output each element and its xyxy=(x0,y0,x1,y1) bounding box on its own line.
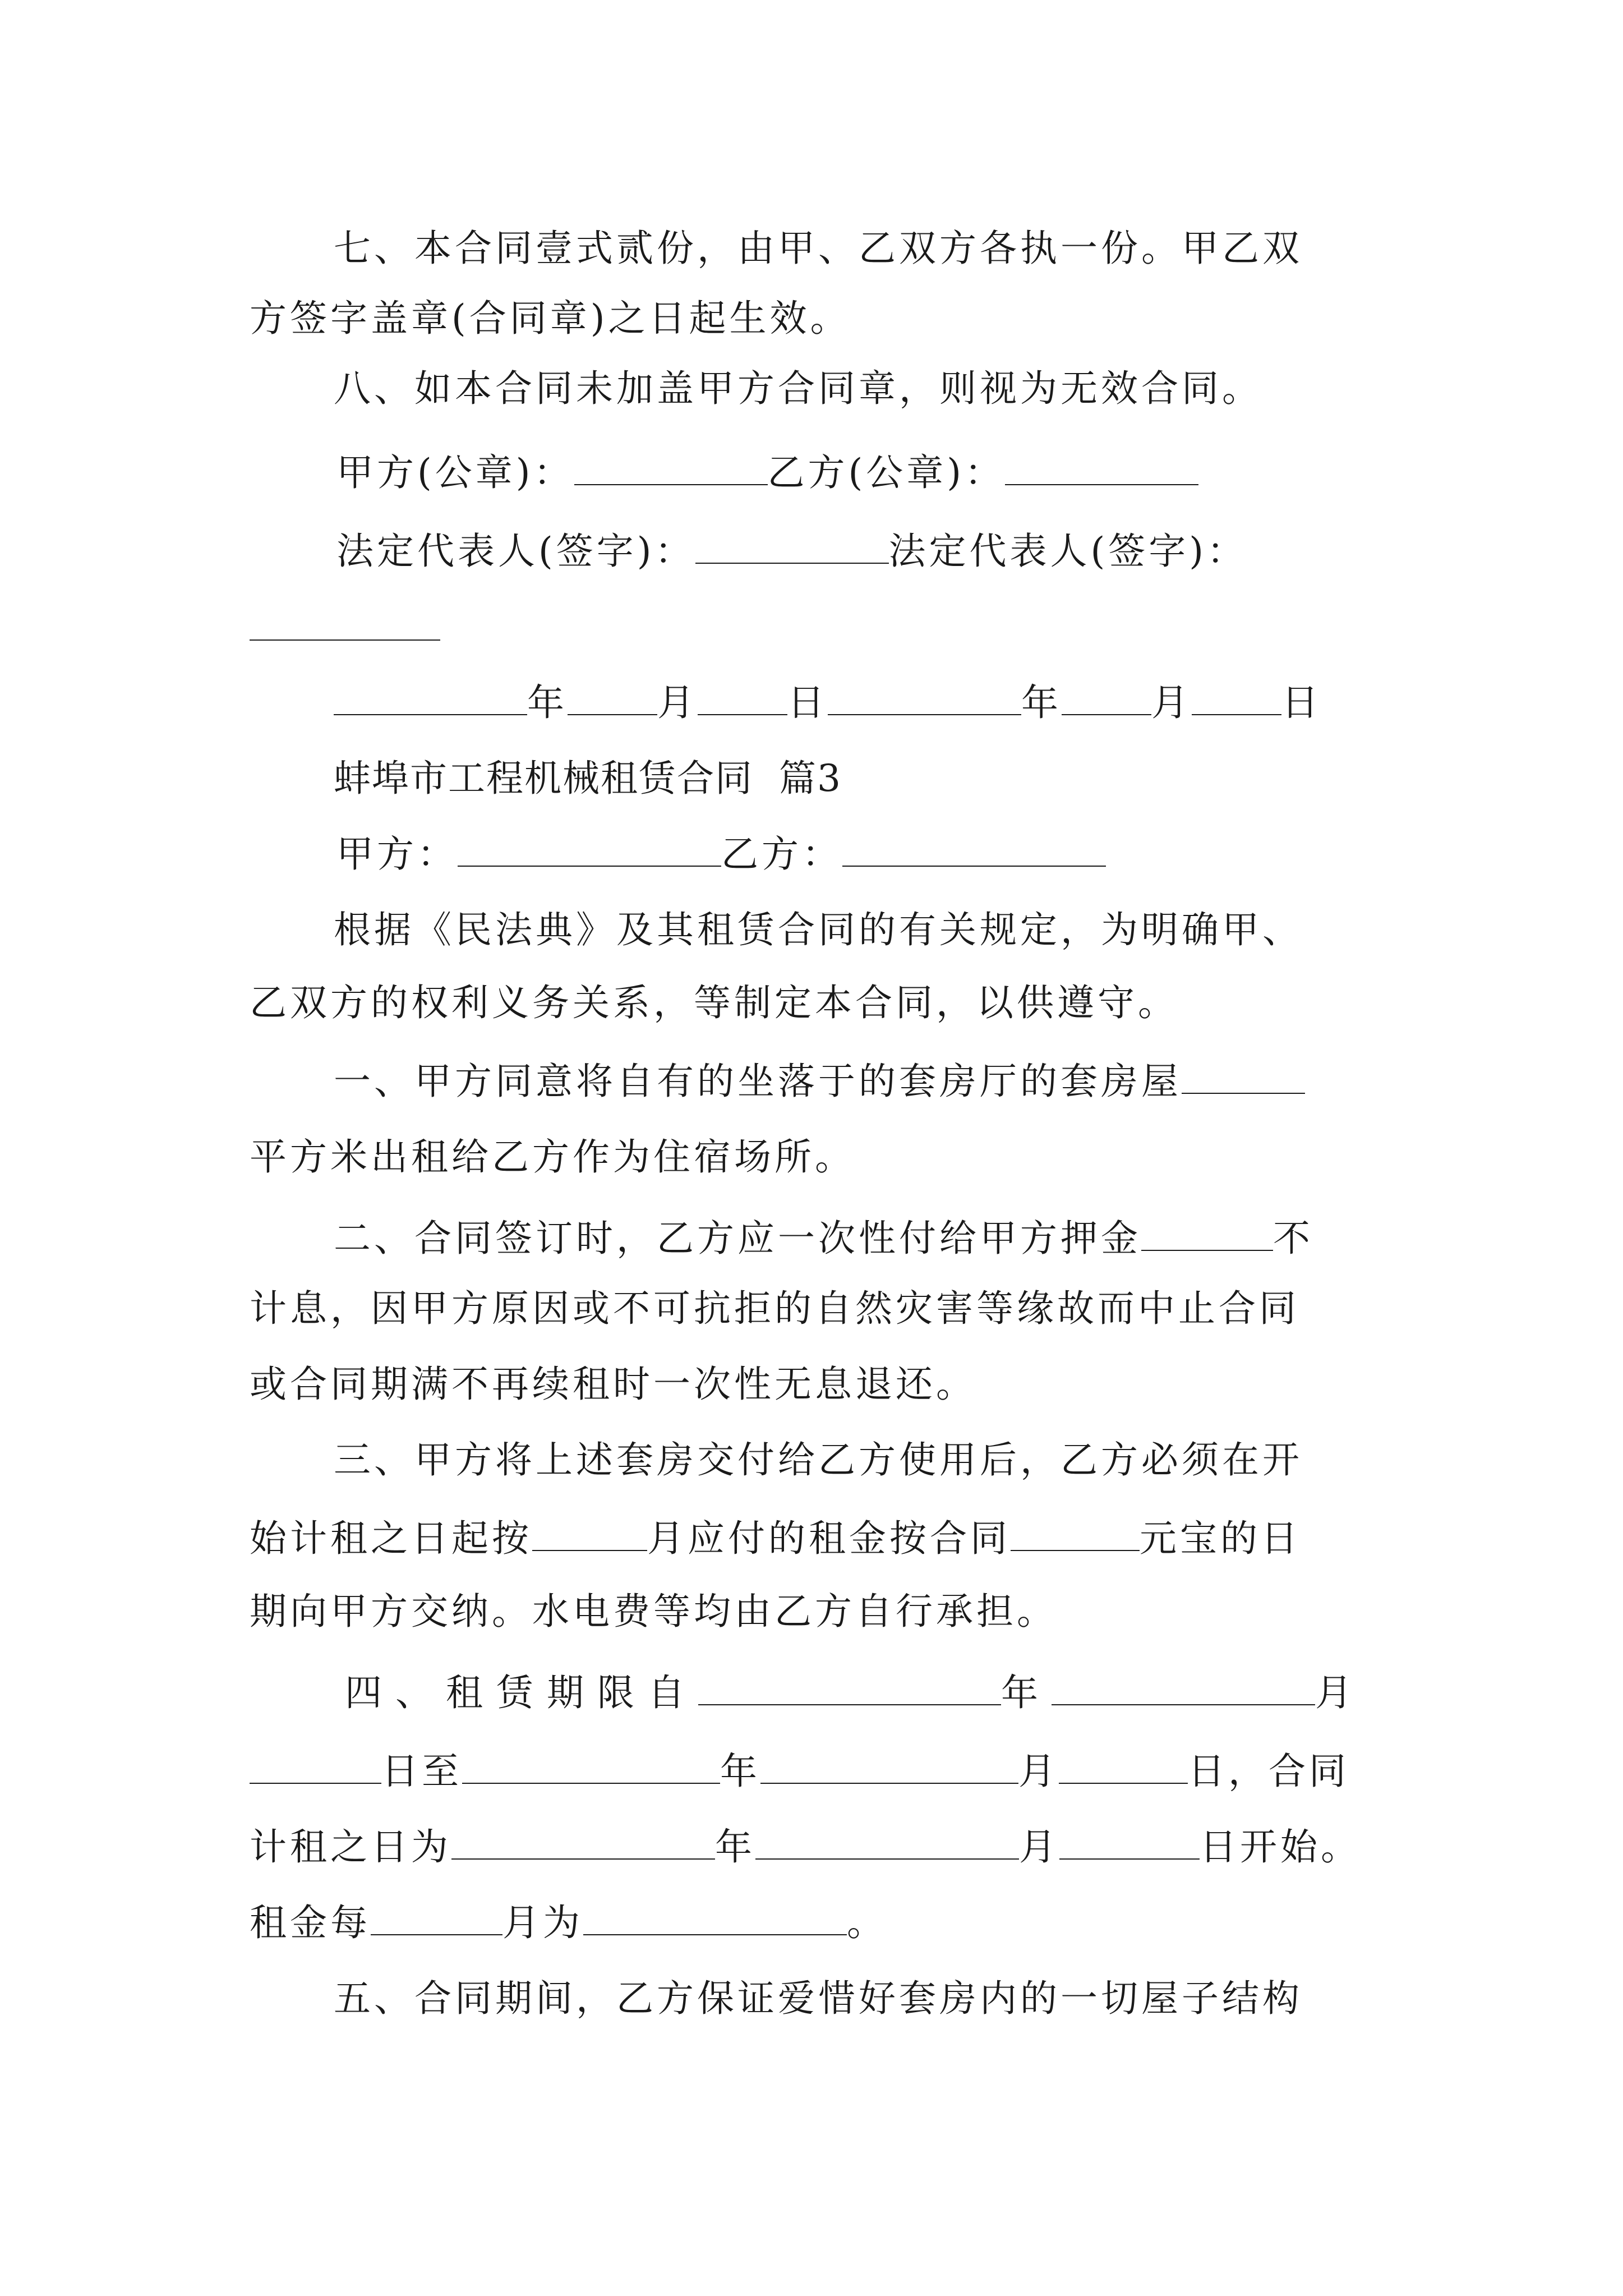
rep-b-blank xyxy=(250,639,440,641)
rent-amount-blank xyxy=(1011,1517,1140,1551)
date-a-month-blank xyxy=(568,682,657,715)
rent-period-blank xyxy=(532,1517,647,1551)
billing-month-label: 月 xyxy=(1019,1825,1059,1869)
clause-4-text-f: 租金每 xyxy=(250,1901,371,1944)
billing-month-blank xyxy=(755,1826,1019,1860)
clause-3-line-1: 三、甲方将上述套房交付给乙方使用后，乙方必须在开 xyxy=(334,1438,1303,1481)
party-a-seal-blank xyxy=(574,452,768,485)
party-a-blank xyxy=(458,833,721,867)
party-b-seal-label: 乙方(公章)： xyxy=(767,451,1005,494)
start-month-label: 月 xyxy=(1315,1671,1366,1714)
clause-4-line-3 xyxy=(250,1825,1361,1869)
clause-2-text-end: 不 xyxy=(1273,1217,1313,1260)
parties-line xyxy=(336,832,1106,876)
clause-5-line-1: 五、合同期间，乙方保证爱惜好套房内的一切屋子结构 xyxy=(334,1977,1303,2020)
date-b-month: 月 xyxy=(1151,681,1192,724)
clause-4-text-g: 月为 xyxy=(502,1901,583,1944)
clause-7-line-1: 七、本合同壹式贰份，由甲、乙双方各执一份。甲乙双 xyxy=(334,227,1303,270)
intro-line-1: 根据《民法典》及其租赁合同的有关规定，为明确甲、 xyxy=(334,908,1303,951)
end-month-label: 月 xyxy=(1018,1750,1059,1793)
representative-line xyxy=(336,530,1247,573)
clause-2-line-1 xyxy=(334,1217,1313,1260)
clause-7-line-2: 方签字盖章(合同章)之日起生效。 xyxy=(250,297,851,340)
clause-3-text-c: 元宝的日 xyxy=(1140,1517,1301,1560)
party-b-seal-blank xyxy=(1005,452,1198,485)
clause-4-text-b: 日至 xyxy=(381,1750,462,1793)
clause-2-text: 二、合同签订时，乙方应一次性付给甲方押金 xyxy=(334,1217,1141,1260)
clause-4-line-2 xyxy=(250,1750,1349,1793)
date-b-day-blank xyxy=(1192,682,1281,715)
clause-4-text-d: 计租之日为 xyxy=(250,1825,451,1869)
party-a-label: 甲方： xyxy=(336,832,458,876)
clause-1-line-1 xyxy=(334,1060,1305,1103)
date-a-year: 年 xyxy=(527,681,568,724)
rep-b-label: 法定代表人(签字)： xyxy=(888,530,1247,573)
section-title: 蚌埠市工程机械租赁合同 篇3 xyxy=(334,757,842,800)
billing-year-blank xyxy=(451,1826,715,1860)
clause-3-line-2 xyxy=(250,1517,1301,1560)
clause-4-line-1 xyxy=(345,1671,1366,1714)
clause-4-text-e: 日开始。 xyxy=(1200,1825,1361,1869)
start-day-blank xyxy=(250,1750,381,1784)
end-year-blank xyxy=(462,1750,720,1784)
intro-line-2: 乙双方的权利义务关系，等制定本合同，以供遵守。 xyxy=(250,981,1178,1024)
deposit-blank xyxy=(1141,1217,1273,1251)
clause-1-text: 一、甲方同意将自有的坐落于的套房厅的套房屋 xyxy=(334,1060,1182,1103)
date-a-year-blank xyxy=(334,682,527,715)
end-day-blank xyxy=(1059,1750,1188,1784)
rent-per-period-blank xyxy=(583,1902,847,1935)
date-b-month-blank xyxy=(1062,682,1151,715)
clause-3-text-a: 始计租之日起按 xyxy=(250,1517,532,1560)
clause-4-text-a: 四、租赁期限自 xyxy=(345,1671,698,1714)
area-blank xyxy=(1182,1060,1305,1094)
end-year-label: 年 xyxy=(720,1750,760,1793)
party-b-blank xyxy=(842,833,1106,867)
end-month-blank xyxy=(760,1750,1018,1784)
billing-year-label: 年 xyxy=(715,1825,755,1869)
date-line xyxy=(334,681,1322,724)
clause-1-line-2: 平方米出租给乙方作为住宿场所。 xyxy=(250,1135,855,1179)
clause-3-text-b: 月应付的租金按合同 xyxy=(647,1517,1011,1560)
start-year-label: 年 xyxy=(1001,1671,1052,1714)
clause-8: 八、如本合同未加盖甲方合同章，则视为无效合同。 xyxy=(334,367,1262,410)
start-month-blank xyxy=(1052,1672,1315,1705)
rent-months-blank xyxy=(371,1902,502,1935)
clause-4-text-h: 。 xyxy=(847,1901,887,1944)
date-b-year: 年 xyxy=(1021,681,1062,724)
date-b-day: 日 xyxy=(1281,681,1322,724)
billing-day-blank xyxy=(1059,1826,1200,1860)
clause-4-line-4 xyxy=(250,1901,887,1944)
clause-2-line-2: 计息，因甲方原因或不可抗拒的自然灾害等缘故而中止合同 xyxy=(250,1287,1299,1330)
rep-a-label: 法定代表人(签字)： xyxy=(336,530,695,573)
date-a-day-blank xyxy=(698,682,787,715)
clause-4-text-c: 日，合同 xyxy=(1188,1750,1349,1793)
rep-a-blank xyxy=(695,530,889,564)
date-b-year-blank xyxy=(828,682,1021,715)
party-b-label: 乙方： xyxy=(721,832,842,876)
clause-2-line-3: 或合同期满不再续租时一次性无息退还。 xyxy=(250,1363,976,1406)
clause-3-line-3: 期向甲方交纳。水电费等均由乙方自行承担。 xyxy=(250,1590,1057,1633)
date-a-month: 月 xyxy=(657,681,698,724)
date-a-day: 日 xyxy=(787,681,828,724)
party-a-seal-label: 甲方(公章)： xyxy=(336,451,574,494)
seal-line xyxy=(336,451,1198,494)
start-year-blank xyxy=(698,1672,1001,1705)
